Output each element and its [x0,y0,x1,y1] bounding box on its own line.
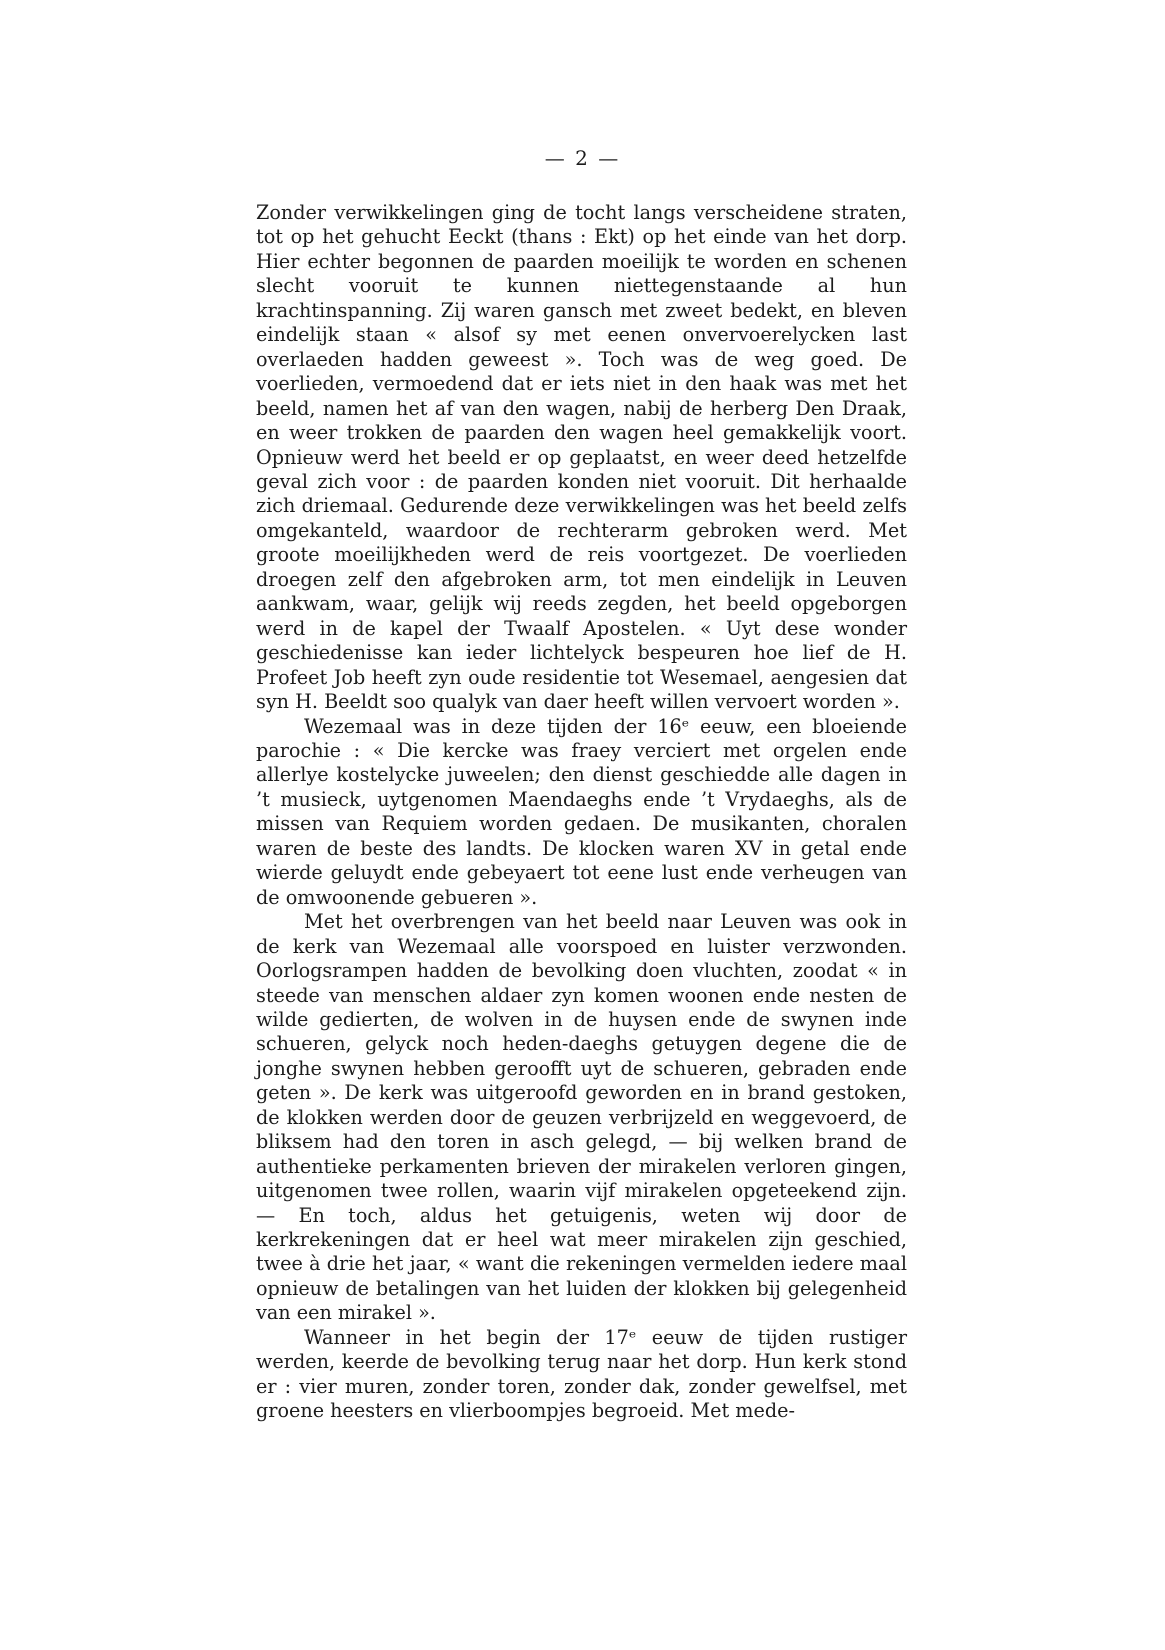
paragraph-2: Wezemaal was in deze tijden der 16ᵉ eeuw, een bloeiende parochie : « Die kercke was fraey verciert met orgelen ende allerlye kostelycke juweelen; den dienst geschiedde alle dagen in ’t musieck, uytgenomen Maendaeghs ende ’t Vrydaeghs, als de missen van Requiem worden gedaen. De musikanten, choralen waren de beste des landts. De klocken waren XV in getal ende wierde geluydt ende gebeyaert tot eene lust ende verheugen van de omwoonende gebueren ». [256,714,907,909]
paragraph-4: Wanneer in het begin der 17ᵉ eeuw de tijden rustiger werden, keerde de bevolking terug naar het dorp. Hun kerk stond er : vier muren, zonder toren, zonder dak, zonder gewelfsel, met groene heesters en vlierboompjes begroeid. Met mede- [256,1325,907,1423]
paragraph-1: Zonder verwikkelingen ging de tocht langs verscheidene straten, tot op het gehucht Eeckt (thans : Ekt) op het einde van het dorp. Hier echter begonnen de paarden moeilijk te worden en schenen slecht vooruit te kunnen niettegenstaande al hun krachtinspanning. Zij waren gansch met zweet bedekt, en bleven eindelijk staan « alsof sy met eenen onvervoerelycken last overlaeden hadden geweest ». Toch was de weg goed. De voerlieden, vermoedend dat er iets niet in den haak was met het beeld, namen het af van den wagen, nabij de herberg Den Draak, en weer trokken de paarden den wagen heel gemakkelijk voort. Opnieuw werd het beeld er op geplaatst, en weer deed hetzelfde geval zich voor : de paarden konden niet vooruit. Dit herhaalde zich driemaal. Gedurende deze verwikkelingen was het beeld zelfs omgekanteld, waardoor de rechterarm gebroken werd. Met groote moeilijkheden werd de reis voortgezet. De voerlieden droegen zelf den afgebroken arm, tot men eindelijk in Leuven aankwam, waar, gelijk wij reeds zegden, het beeld opgeborgen werd in de kapel der Twaalf Apostelen. « Uyt dese wonder geschiedenisse kan ieder lichtelyck bespeuren hoe lief de H. Profeet Job heeft zyn oude residentie tot Wesemael, aengesien dat syn H. Beeldt soo qualyk van daer heeft willen vervoert worden ». [256,201,907,714]
body-text [256,201,907,1424]
page-number: — 2 — [544,146,621,170]
paragraph-3: Met het overbrengen van het beeld naar Leuven was ook in de kerk van Wezemaal alle voorspoed en luister verzwonden. Oorlogsrampen hadden de bevolking doen vluchten, zoodat « in steede van menschen aldaer zyn komen woonen ende nesten de wilde gedierten, de wolven in de huysen ende de swynen inde schueren, gelyck noch heden-daeghs getuygen degene die de jonghe swynen hebben geroofft uyt de schueren, gebraden ende geten ». De kerk was uitgeroofd geworden en in brand gestoken, de klokken werden door de geuzen verbrijzeld en weggevoerd, de bliksem had den toren in asch gelegd, — bij welken brand de authentieke perkamenten brieven der mirakelen verloren gingen, uitgenomen twee rollen, waarin vijf mirakelen opgeteekend zijn. — En toch, aldus het getuigenis, weten wij door de kerkrekeningen dat er heel wat meer mirakelen zijn geschied, twee à drie het jaar, « want die rekeningen vermelden iedere maal opnieuw de betalingen van het luiden der klokken bij gelegenheid van een mirakel ». [256,910,907,1325]
